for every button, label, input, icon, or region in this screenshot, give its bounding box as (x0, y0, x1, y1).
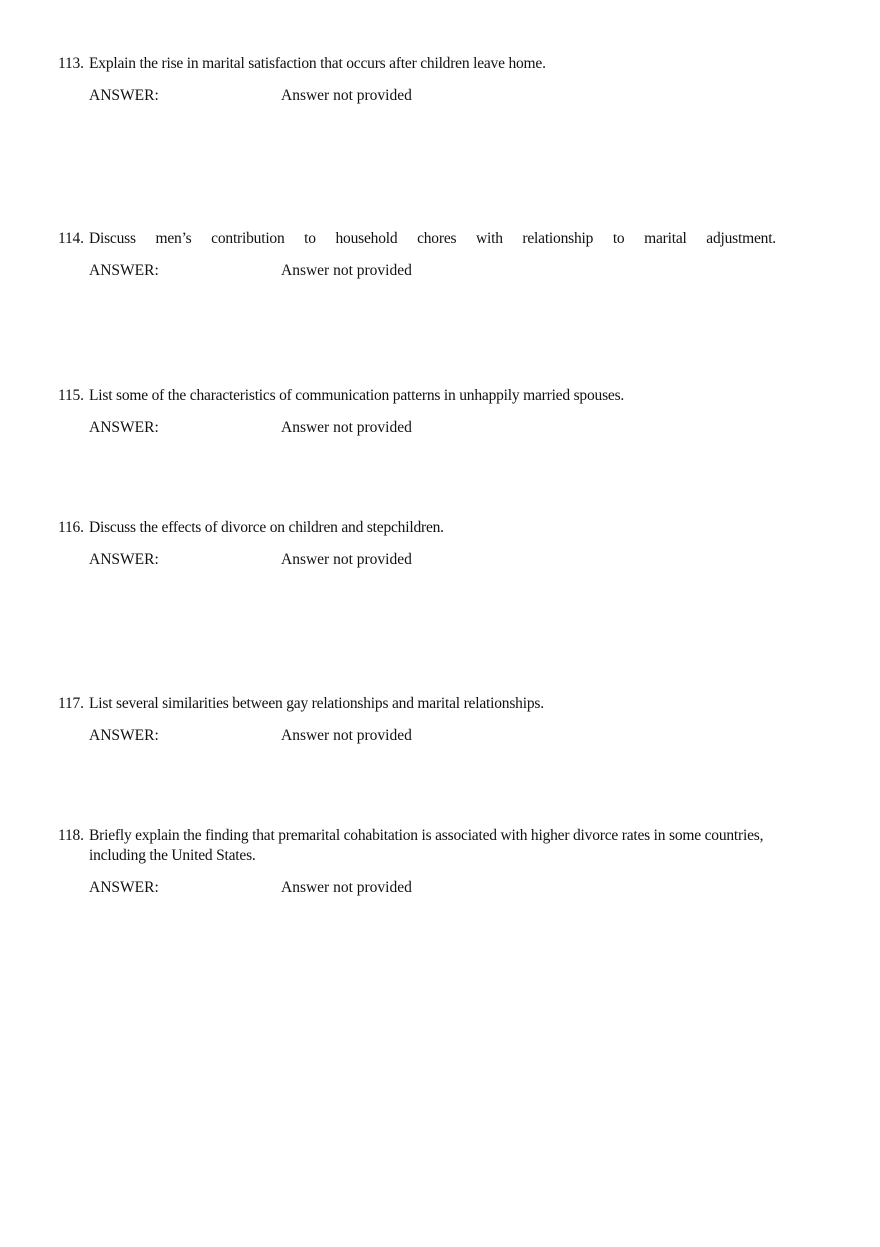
answer-value: Answer not provided (281, 879, 412, 896)
question-text: Discuss the effects of divorce on children and stepchildren. (89, 519, 444, 536)
answer-value: Answer not provided (281, 551, 412, 568)
question-line (58, 826, 798, 866)
question-line (58, 518, 798, 538)
question-line (58, 694, 798, 714)
answer-value: Answer not provided (281, 727, 412, 744)
question-text: List some of the characteristics of communication patterns in unhappily married spouses. (89, 387, 625, 404)
question-113 (58, 54, 798, 106)
answer-label: ANSWER: (89, 419, 159, 436)
answer-label: ANSWER: (89, 551, 159, 568)
question-text: Explain the rise in marital satisfaction that occurs after children leave home. (89, 55, 546, 72)
answer-row (58, 418, 798, 438)
question-number: 115. (58, 387, 84, 404)
question-114 (58, 229, 798, 281)
question-line (58, 386, 798, 406)
answer-row (58, 550, 798, 570)
answer-value: Answer not provided (281, 87, 412, 104)
question-number: 117. (58, 695, 84, 712)
answer-row (58, 261, 798, 281)
answer-row (58, 86, 798, 106)
answer-label: ANSWER: (89, 727, 159, 744)
question-117 (58, 694, 798, 746)
question-116 (58, 518, 798, 570)
question-number: 116. (58, 519, 84, 536)
answer-label: ANSWER: (89, 879, 159, 896)
answer-row (58, 878, 798, 898)
answer-label: ANSWER: (89, 262, 159, 279)
question-number: 113. (58, 55, 84, 72)
answer-label: ANSWER: (89, 87, 159, 104)
question-number: 114. (58, 230, 84, 247)
question-text: Discuss men’s contribution to household chores with relationship to marital adjustment. (89, 230, 776, 247)
question-text: Briefly explain the finding that premarital cohabitation is associated with higher divorce rates in some countries, including the United States. (89, 827, 764, 864)
question-text: List several similarities between gay relationships and marital relationships. (89, 695, 544, 712)
question-number: 118. (58, 827, 84, 844)
question-115 (58, 386, 798, 438)
answer-row (58, 726, 798, 746)
question-line (58, 54, 798, 74)
answer-value: Answer not provided (281, 262, 412, 279)
question-118 (58, 826, 798, 898)
question-line (58, 229, 776, 249)
answer-value: Answer not provided (281, 419, 412, 436)
